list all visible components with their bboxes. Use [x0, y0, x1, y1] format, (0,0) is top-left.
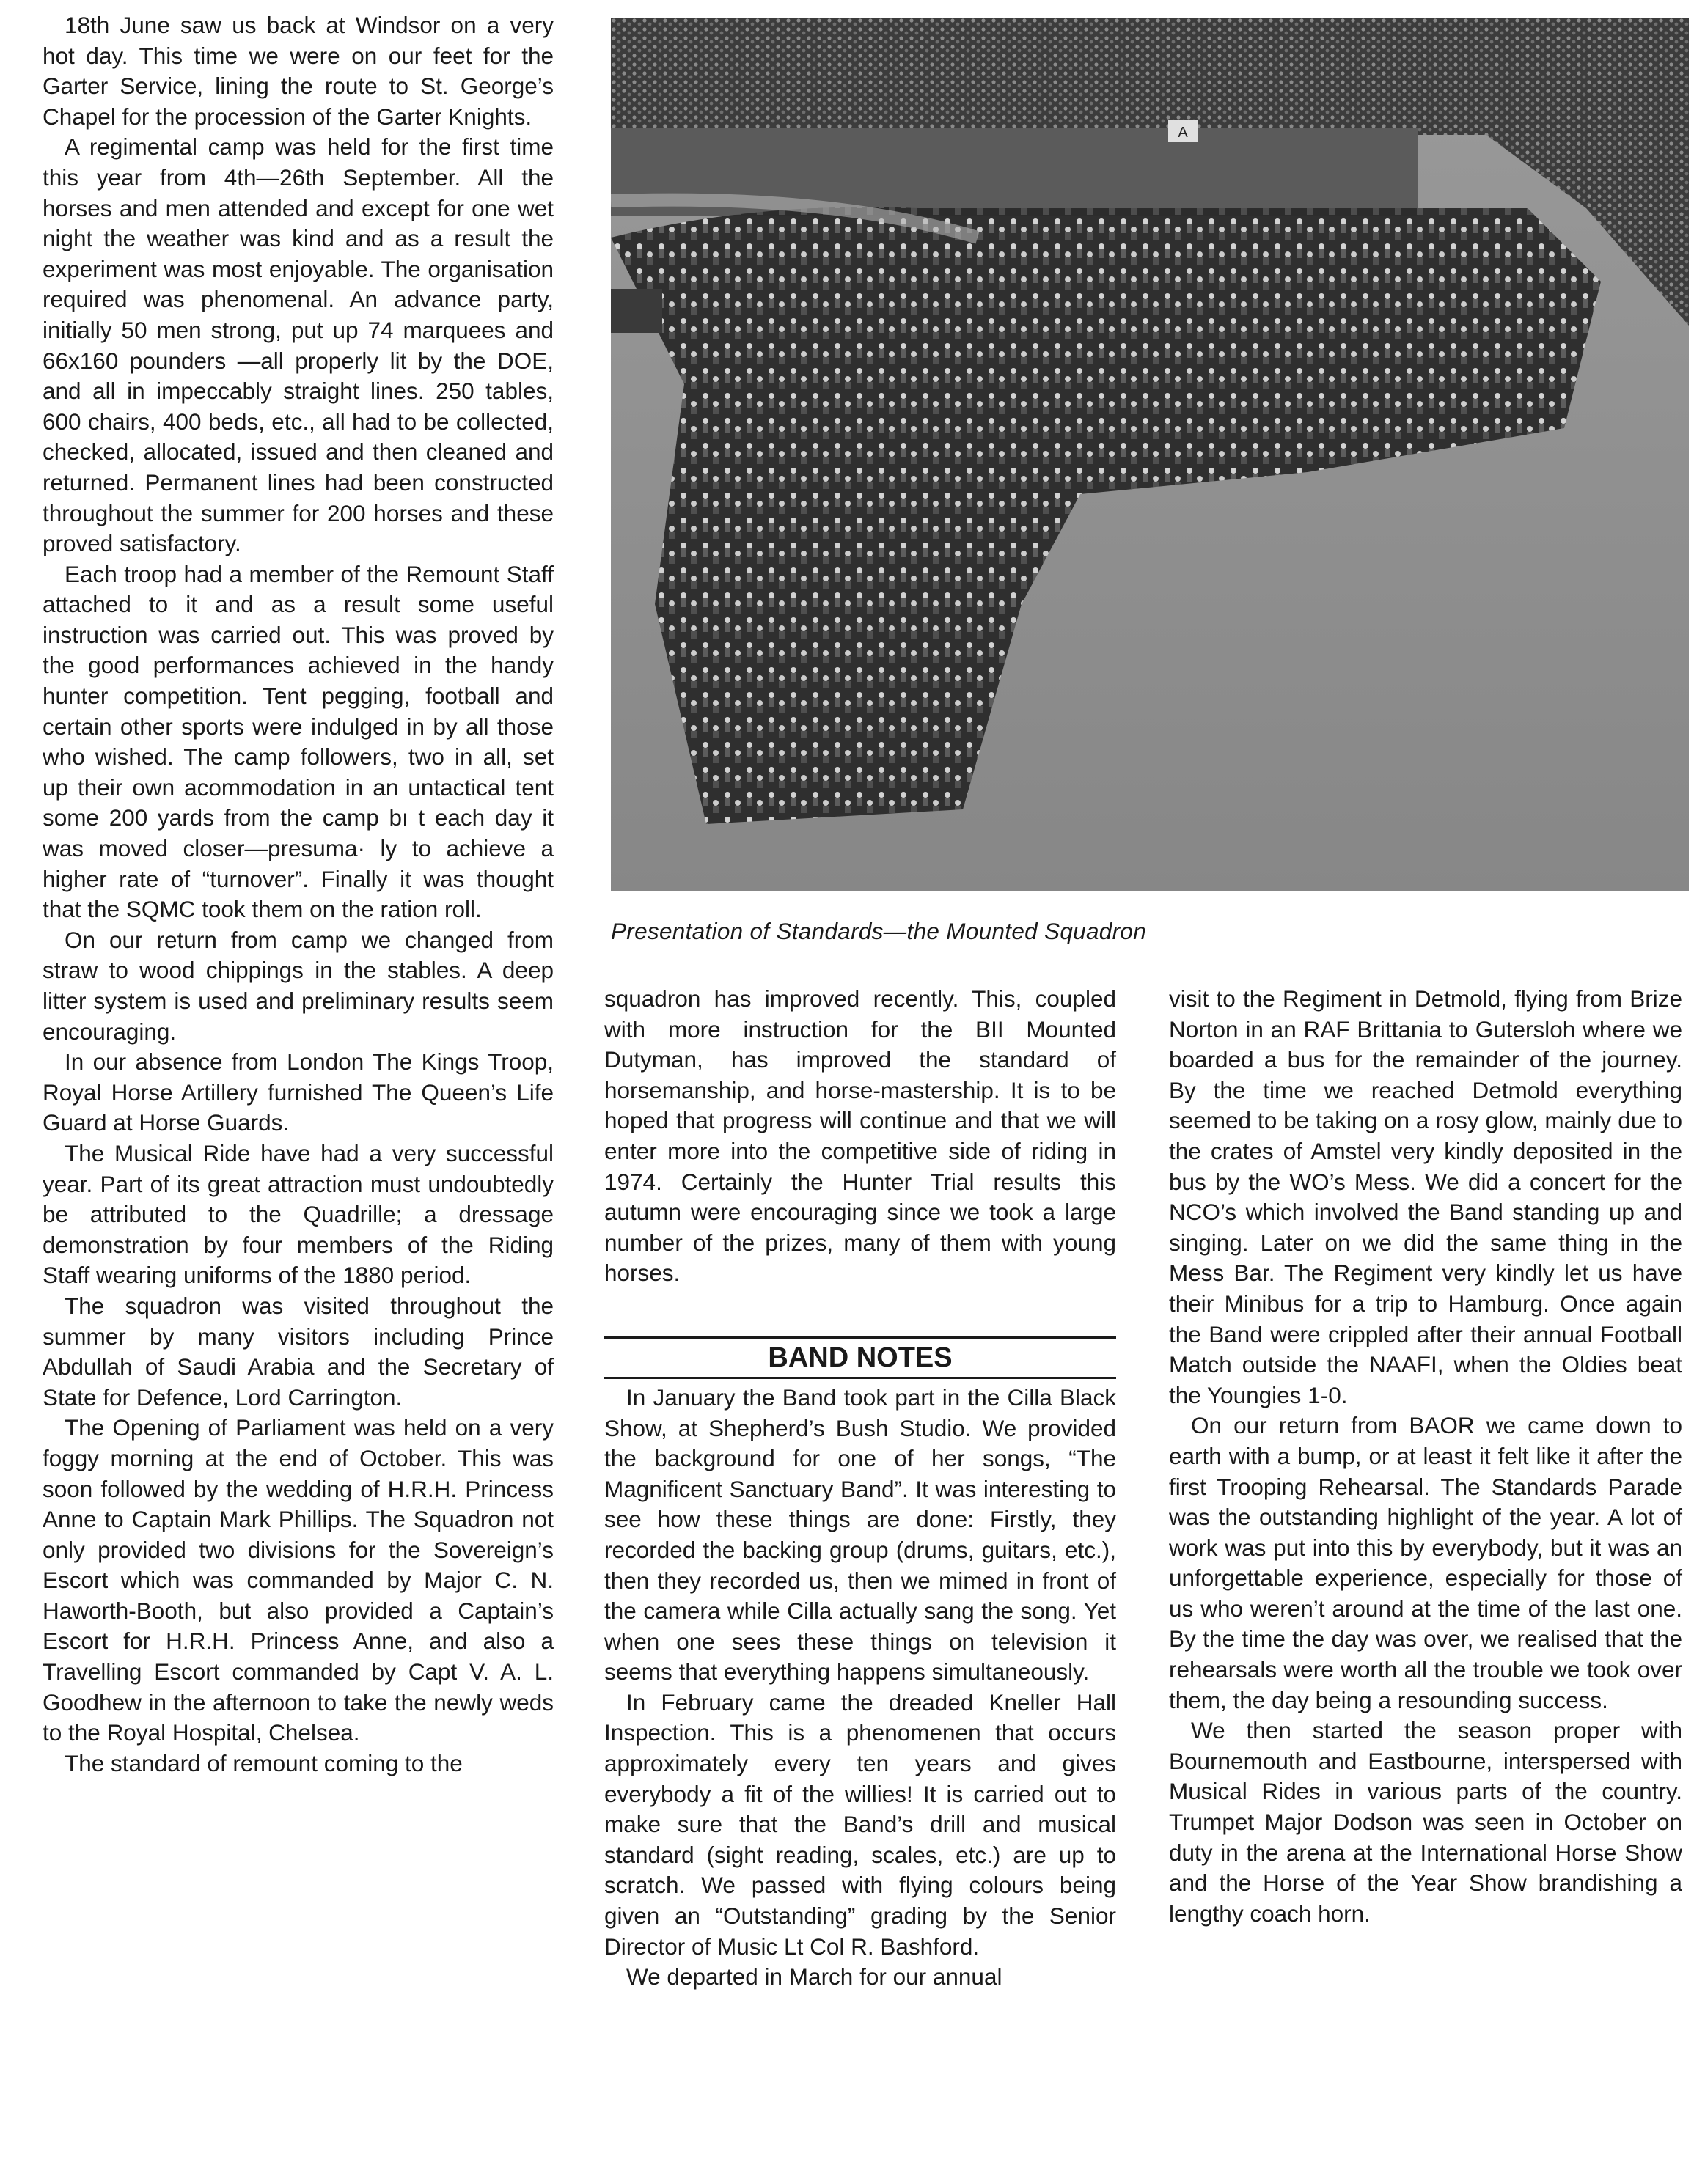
paragraph: In January the Band took part in the Cilla Black Show, at Shepherd’s Bush Studio. We provided the background for one of her songs, “The Magnificent Sanctuary Band”. It was interesting to see how these things are done: Firstly, they recorded the backing group (drums, guitars, etc.), then they recorded us, then we mimed in front of the camera while Cilla actually sang the song. Yet when one sees these things on television it seems that everything happens simultaneously. — [604, 1383, 1116, 1685]
band-notes-heading: BAND NOTES — [604, 1336, 1116, 1379]
paragraph: On our return from camp we changed from straw to wood chippings in the stables. A deep litter system is used and preliminary results seem encouraging. — [43, 926, 554, 1045]
photo-caption: Presentation of Standards—the Mounted Squadron — [611, 918, 1147, 944]
paragraph: A regimental camp was held for the first time this year from 4th—26th September. All the horses and men attended and except for one wet night the weather was kind and as a result the experiment was most enjoyable. The organisation required was phenomenal. An advance party, initially 50 men strong, put up 74 marquees and 66x160 pounders —all properly lit by the DOE, and all in impeccably straight lines. 250 tables, 600 chairs, 400 beds, etc., all had to be collected, checked, allocated, issued and then cleaned and returned. Permanent lines had been constructed throughout the summer for 200 horses and these proved satisfactory. — [43, 133, 554, 557]
paragraph: The Musical Ride have had a very successful year. Part of its great attraction must undoubtedly be attributed to the Quadrille; a dressage demonstration by four members of the Riding Staff wearing uniforms of the 1880 period. — [43, 1139, 554, 1289]
paragraph: The Opening of Parliament was held on a very foggy morning at the end of October. This was soon followed by the wedding of H.R.H. Princess Anne to Captain Mark Phillips. The Squadron not only provided two divisions for the Sovereign’s Escort which was commanded by Major C. N. Haworth-Booth, but also provided a Captain’s Escort for H.R.H. Princess Anne, and also a Travelling Escort commanded by Capt V. A. L. Goodhew in the afternoon to take the newly weds to the Royal Hospital, Chelsea. — [43, 1414, 554, 1746]
paragraph: In February came the dreaded Kneller Hall Inspection. This is a phenomenen that occurs approximately every ten years and gives everybody a fit of the willies! It is carried out to make sure that the Band’s drill and musical standard (sight reading, scales, etc.) are up to scratch. We passed with flying colours being given an “Outstanding” grading by the Senior Director of Music Lt Col R. Bashford. — [604, 1688, 1116, 1960]
parade-photograph — [611, 18, 1689, 891]
paragraph: On our return from BAOR we came down to earth with a bump, or at least it felt like it after the first Trooping Rehearsal. The Standards Parade was the outstanding highlight of the year. A lot of work was put into this by everybody, but it was an unforgettable experience, especially for those of us who weren’t around at the time of the last one. By the time the day was over, we realised that the rehearsals were worth all the trouble we took over them, the day being a resounding success. — [1169, 1412, 1682, 1713]
paragraph: We then started the season proper with Bournemouth and Eastbourne, interspersed with Musical Rides in various parts of the country. Trumpet Major Dodson was seen in October on duty in the arena at the International Horse Show and the Horse of the Year Show brandishing a lengthy coach horn. — [1169, 1717, 1682, 1927]
armoured-vehicle — [611, 289, 662, 333]
paragraph: visit to the Regiment in Detmold, flying from Brize Norton in an RAF Brittania to Gutersloh where we boarded a bus for the remainder of the journey. By the time we reached Detmold everything seemed to be taking on a rosy glow, mainly due to the crates of Amstel very kindly deposited in the bus by the WO’s Mess. We did a concert for the NCO’s which involved the Band standing up and singing. Later on we did the same thing in the Mess Bar. The Regiment very kindly let us have their Minibus for a trip to Hamburg. Once again the Band were crippled after their annual Football Match outside the NAAFI, when the Oldies beat the Youngies 1-0. — [1169, 985, 1682, 1408]
paragraph: Each troop had a member of the Remount Staff attached to it and as a result some useful instruction was carried out. This was proved by the good performances achieved in the handy hunter competition. Tent pegging, football and certain other sports were indulged in by all those who wished. The camp followers, two in all, set up their own acommodation in an untactical tent some 200 yards from the camp bı t each day it was moved closer—presuma· ly to achieve a higher rate of “turnover”. Finally it was thought that the SQMC took them on the ration roll. — [43, 560, 554, 923]
paragraph: The standard of remount coming to the — [65, 1749, 463, 1776]
paragraph: 18th June saw us back at Windsor on a very hot day. This time we were on our feet for the Garter Service, lining the route to St. George’s Chapel for the procession of the Garter Knights. — [43, 12, 554, 130]
article-column-2 — [604, 984, 1116, 1993]
paragraph: In our absence from London The Kings Troop, Royal Horse Artillery furnished The Queen’s Life Guard at Horse Guards. — [43, 1048, 554, 1136]
paragraph: We departed in March for our annual — [626, 1963, 1002, 1990]
article-column-1 — [43, 10, 554, 1779]
article-column-3 — [1169, 984, 1682, 1929]
parade-photo-illustration — [611, 18, 1689, 891]
paragraph: squadron has improved recently. This, coupled with more instruction for the BII Mounted Dutyman, has improved the standard of horsemanship, and horse-mastership. It is to be hoped that progress will continue and that we will enter more into the competitive side of riding in 1974. Certainly the Hunter Trial results this autumn were encouraging since we took a large number of the prizes, many of them with young horses. — [604, 985, 1116, 1287]
paragraph: The squadron was visited throughout the summer by many visitors including Prince Abdullah of Saudi Arabia and the Secretary of State for Defence, Lord Carrington. — [43, 1292, 554, 1411]
sign-letter: A — [1178, 125, 1188, 141]
